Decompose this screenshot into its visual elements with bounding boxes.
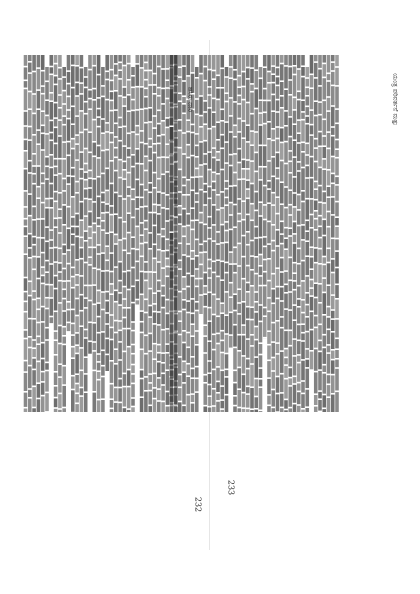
left-running-header: ಹಸಿರು ದಾರಿ bbox=[186, 86, 195, 113]
right-running-header: ಯಂತ್ರ ಪರಿವರ್ತನೆ ಮತ್ತು bbox=[391, 73, 400, 126]
right-page-number: 233 bbox=[226, 479, 236, 496]
left-page-number: 232 bbox=[193, 496, 203, 513]
